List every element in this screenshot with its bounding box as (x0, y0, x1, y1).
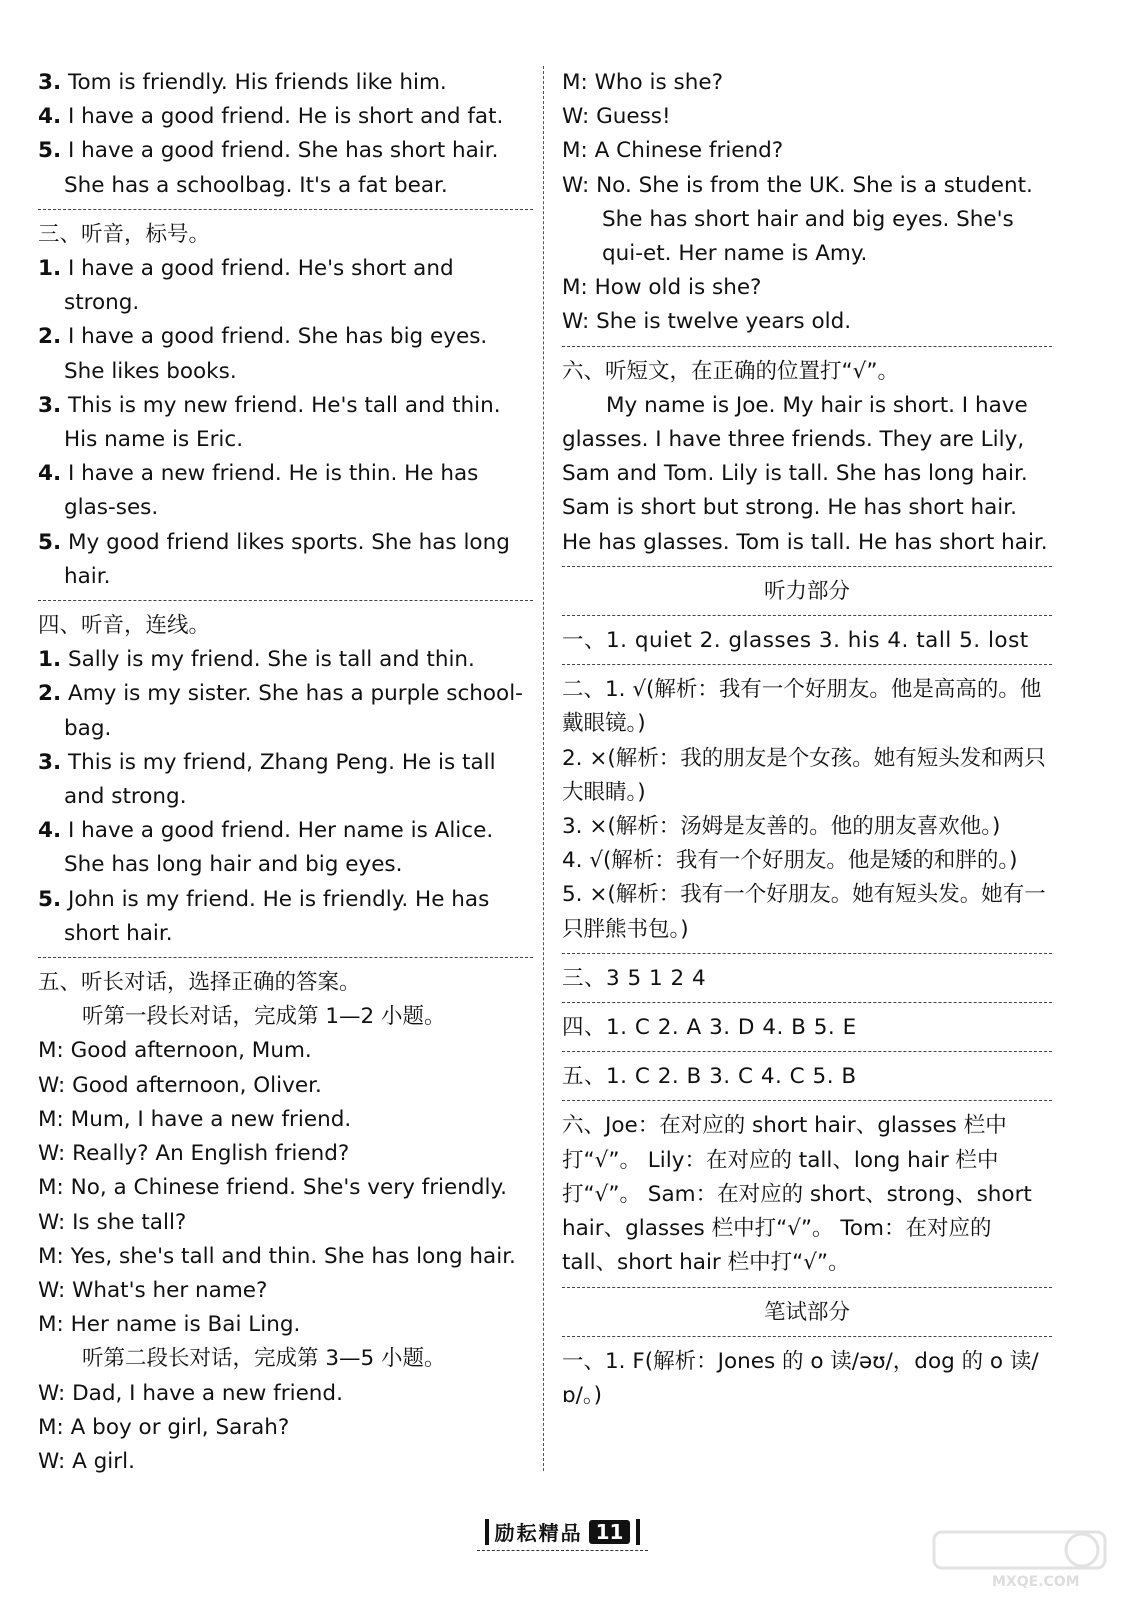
list-item: 2. I have a good friend. She has big eyes. She likes books. (38, 324, 488, 384)
dialog-line: W: Really? An English friend? (38, 1141, 350, 1167)
listening-heading: 听力部分 (763, 578, 850, 604)
answer-line: 5. ×(解析：我有一个好朋友。她有短头发。她有一只胖熊书包。) (562, 882, 1046, 942)
dialog-line: W: No. She is from the UK. She is a student. She has short hair and big eyes. She's qui-et. Her name is Amy. (562, 172, 1033, 267)
dialog-line: M: A boy or girl, Sarah? (38, 1414, 290, 1440)
answer-line: 3. ×(解析：汤姆是友善的。他的朋友喜欢他。) (562, 814, 1001, 840)
page-number: 11 (589, 1520, 631, 1544)
list-item: 3. This is my friend, Zhang Peng. He is tall and strong. (38, 749, 496, 810)
divider (562, 1336, 1052, 1337)
section-title: 六、听短文，在正确的位置打“√”。 (562, 358, 899, 384)
dialog-line: M: No, a Chinese friend. She's very friendly. (38, 1175, 507, 1201)
answer-1: 一、1. quiet 2. glasses 3. his 4. tall 5. lost (562, 628, 1029, 654)
dialog-intro: 听第二段长对话，完成第 3—5 小题。 (82, 1346, 446, 1372)
answer-3: 三、3 5 1 2 4 (562, 965, 707, 991)
section-title: 五、听长对话，选择正确的答案。 (38, 970, 361, 996)
divider (38, 209, 533, 210)
divider (38, 600, 533, 601)
divider (562, 566, 1052, 567)
section-title: 四、听音，连线。 (38, 613, 211, 639)
list-item: 5. My good friend likes sports. She has long hair. (38, 529, 510, 589)
dialog-line: W: What's her name? (38, 1277, 268, 1303)
bar-left-icon (485, 1519, 489, 1545)
section-4 (38, 609, 533, 951)
dialog-line: W: A girl. (38, 1448, 135, 1474)
answer-5: 五、1. C 2. B 3. C 4. C 5. B (562, 1064, 857, 1090)
divider (562, 615, 1052, 616)
dialog-line: W: Guess! (562, 104, 671, 130)
written-heading: 笔试部分 (763, 1299, 850, 1325)
answer-line: 2. ×(解析：我的朋友是个女孩。她有短头发和两只大眼睛。) (562, 745, 1046, 805)
items-top (38, 66, 533, 203)
section-5 (38, 966, 533, 1479)
answer-4: 四、1. C 2. A 3. D 4. B 5. E (562, 1015, 857, 1041)
dialog-line: M: Who is she? (562, 70, 723, 95)
divider (562, 1100, 1052, 1101)
dialog-line: W: She is twelve years old. (562, 309, 852, 335)
answer-2 (562, 673, 1052, 947)
dialog-line: W: Is she tall? (38, 1209, 187, 1235)
bar-right-icon (636, 1519, 640, 1545)
section-6 (562, 355, 1052, 560)
list-item: 5. I have a good friend. She has short hair. She has a schoolbag. It's a fat bear. (38, 138, 499, 198)
answer-line: 二、1. √(解析：我有一个好朋友。他是高高的。他戴眼镜。) (562, 677, 1042, 737)
dialog-line: M: Yes, she's tall and thin. She has long hair. (38, 1243, 516, 1269)
dialog-line: M: Good afternoon, Mum. (38, 1038, 312, 1064)
divider (562, 664, 1052, 665)
dialog-line: M: How old is she? (562, 275, 762, 301)
written-answer-1: 一、1. F(解析：Jones 的 o 读/əʊ/，dog 的 o 读/ɒ/。) (562, 1348, 1039, 1408)
dialog-line: M: Mum, I have a new friend. (38, 1106, 352, 1132)
right-column (562, 66, 1052, 1413)
divider (562, 1051, 1052, 1052)
list-item: 2. Amy is my sister. She has a purple school-bag. (38, 681, 523, 741)
divider (562, 1002, 1052, 1003)
list-item: 4. I have a good friend. Her name is Alice. She has long hair and big eyes. (38, 818, 494, 878)
dialog-continued (562, 66, 1052, 340)
left-column (38, 66, 533, 1479)
answer-line: 4. √(解析：我有一个好朋友。他是矮的和胖的。) (562, 848, 1018, 874)
brand-label (477, 1517, 649, 1551)
list-item: 3. Tom is friendly. His friends like him. (38, 70, 447, 95)
divider (562, 1287, 1052, 1288)
passage: My name is Joe. My hair is short. I have glasses. I have three friends. They are Lily, Sam and Tom. Lily is tall. She has long hair. Sam is short but strong. He has short hair. He has glasses. Tom is tall. He has short hair. (562, 392, 1048, 555)
list-item: 5. John is my friend. He is friendly. He has short hair. (38, 886, 490, 946)
divider (562, 346, 1052, 347)
list-item: 4. I have a good friend. He is short and fat. (38, 104, 504, 130)
dialog-intro: 听第一段长对话，完成第 1—2 小题。 (82, 1004, 446, 1030)
list-item: 1. I have a good friend. He's short and strong. (38, 256, 454, 316)
watermark-text: MXQE.COM (992, 1574, 1080, 1590)
list-item: 4. I have a new friend. He is thin. He has glas-ses. (38, 461, 479, 521)
divider (562, 953, 1052, 954)
answer-6: 六、Joe：在对应的 short hair、glasses 栏中打“√”。 Lily：在对应的 tall、long hair 栏中打“√”。 Sam：在对应的 short、strong、short hair、glasses 栏中打“√”。 Tom：在对应的 tall、short hair 栏中打“√”。 (562, 1113, 1032, 1276)
column-divider (543, 66, 544, 1471)
dialog-line: M: A Chinese friend? (562, 138, 784, 164)
section-title: 三、听音，标号。 (38, 221, 211, 247)
dialog-line: W: Dad, I have a new friend. (38, 1380, 343, 1406)
watermark-logo (932, 1530, 1107, 1590)
list-item: 3. This is my new friend. He's tall and thin. His name is Eric. (38, 392, 501, 453)
dialog-line: W: Good afternoon, Oliver. (38, 1072, 322, 1098)
divider (38, 957, 533, 958)
list-item: 1. Sally is my friend. She is tall and thin. (38, 647, 475, 673)
dialog-line: M: Her name is Bai Ling. (38, 1312, 301, 1338)
section-3 (38, 218, 533, 594)
brand-name: 励耘精品 (494, 1521, 583, 1545)
